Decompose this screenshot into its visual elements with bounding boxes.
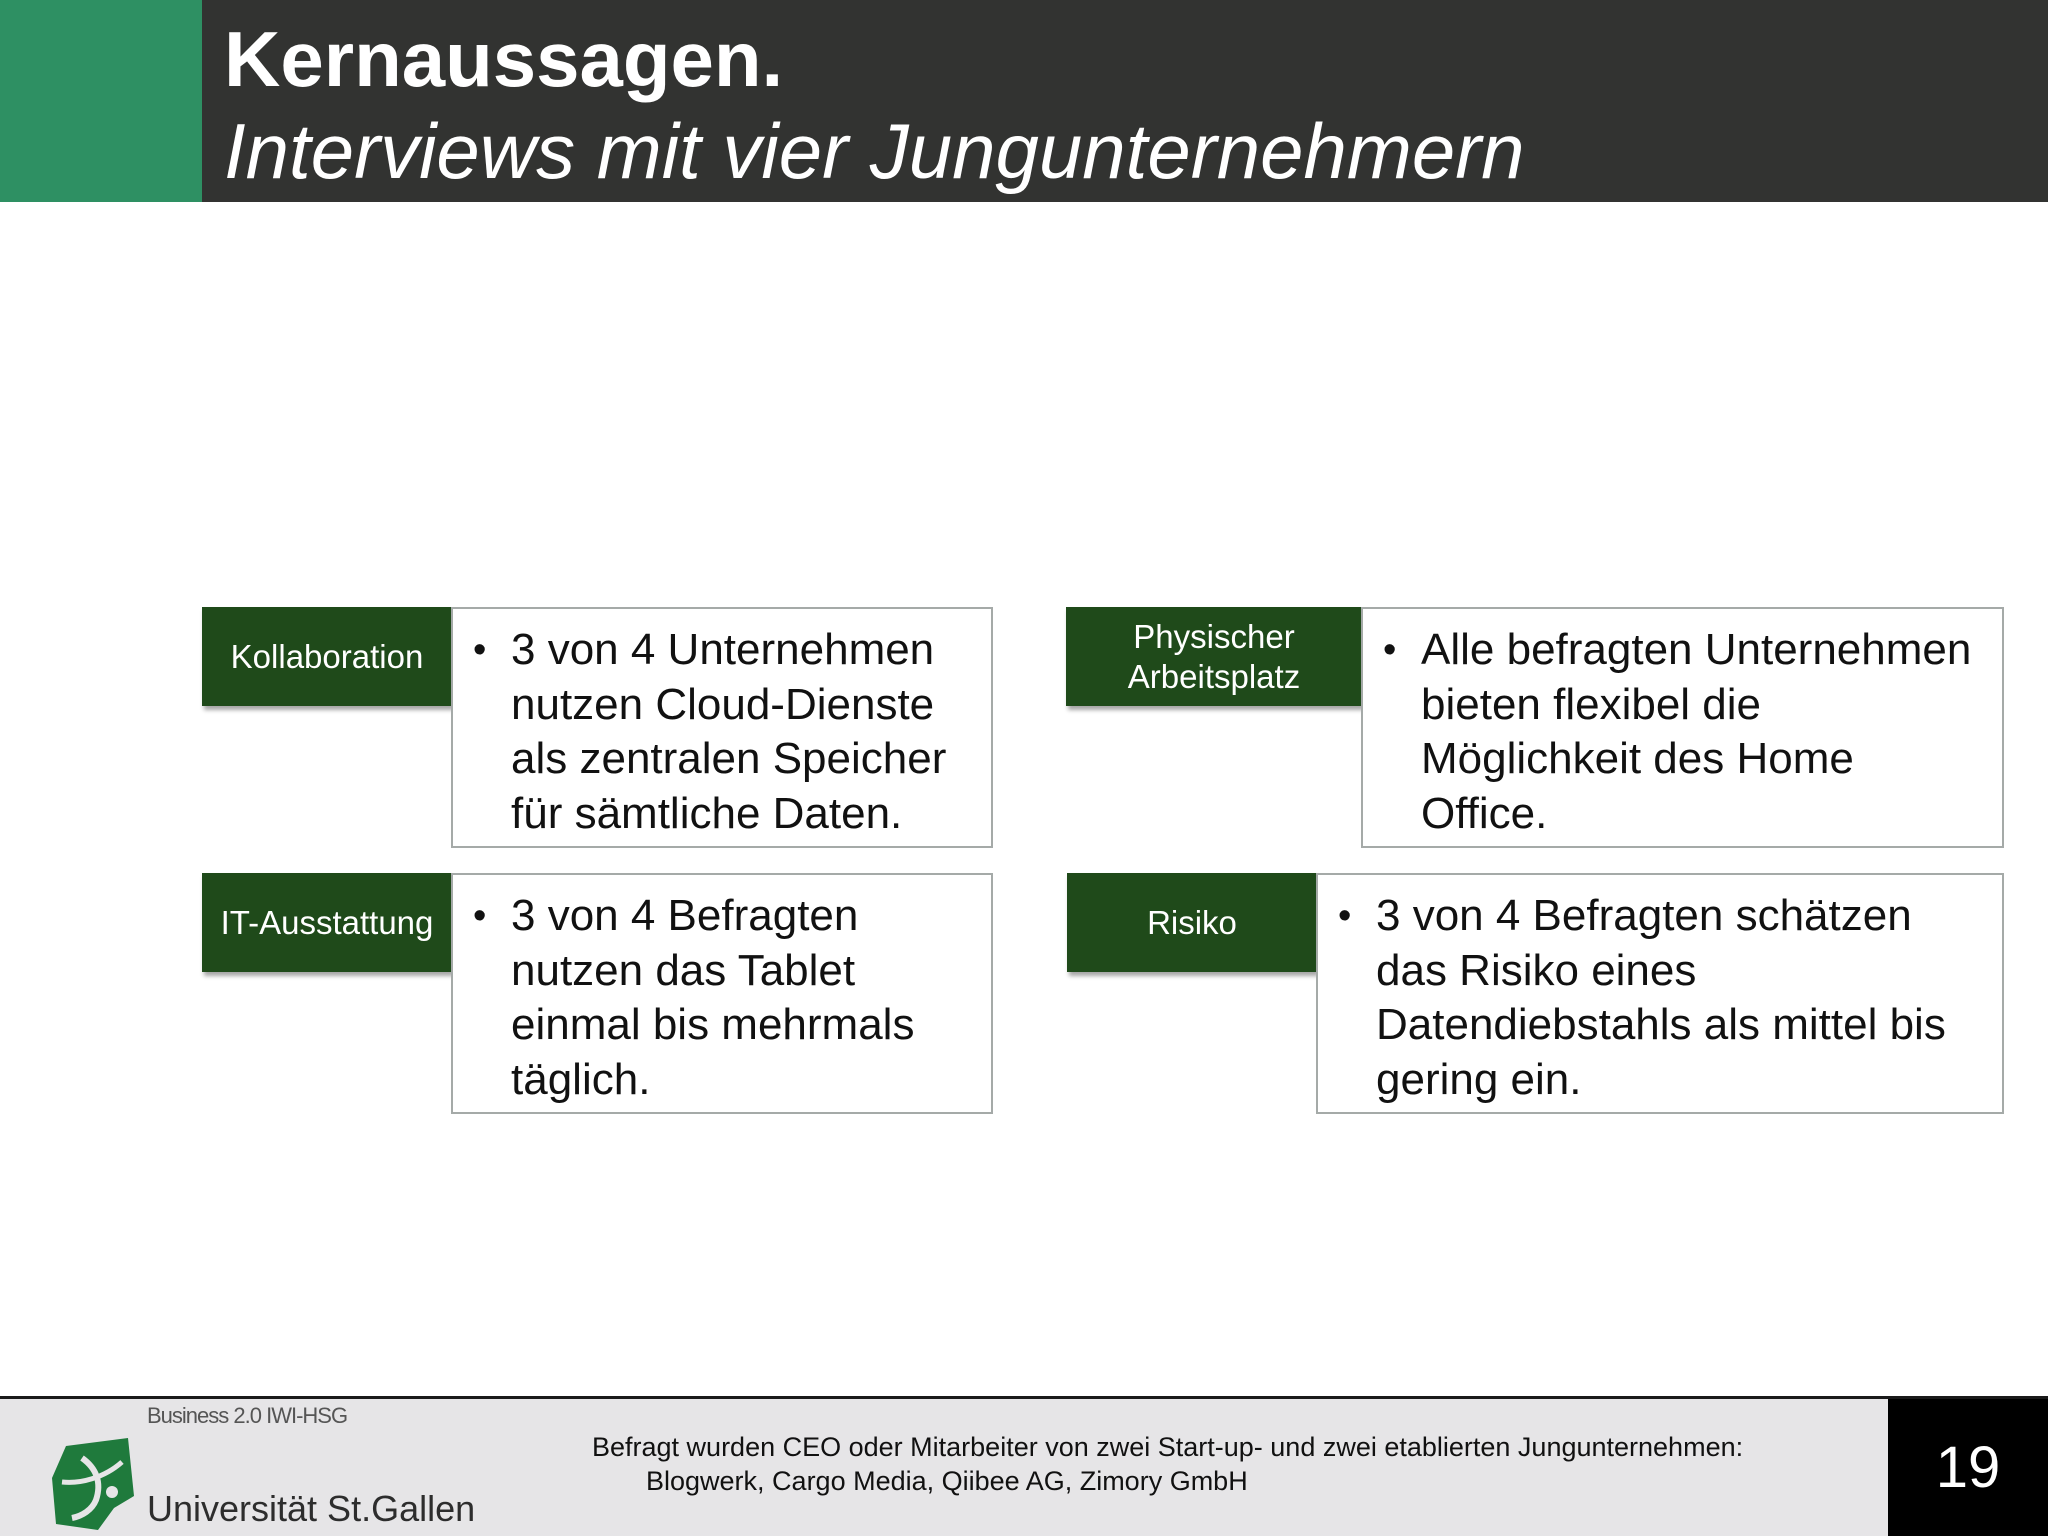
slide-title: Kernaussagen. — [224, 15, 784, 103]
footnote-line-1: Befragt wurden CEO oder Mitarbeiter von zwei Start-up- und zwei etablierten Jungunternehmen: — [592, 1432, 1744, 1462]
footnote — [592, 1430, 1743, 1498]
block-text: 3 von 4 Befragten nutzen das Tablet einmal bis mehrmals täglich. — [511, 891, 915, 1104]
block-text: 3 von 4 Unternehmen nutzen Cloud-Dienste als zentralen Speicher für sämtliche Daten. — [511, 625, 947, 838]
block-text-box — [1316, 873, 2004, 1114]
university-name: Universität St.Gallen — [147, 1488, 476, 1529]
bullet: • — [473, 629, 487, 671]
footnote-line-2: Blogwerk, Cargo Media, Qiibee AG, Zimory GmbH — [646, 1466, 1248, 1496]
block-text: 3 von 4 Befragten schätzen das Risiko eines Datendiebstahls als mittel bis gering ein. — [1376, 891, 1946, 1104]
block-label: IT-Ausstattung — [202, 873, 452, 972]
page-number: 19 — [1888, 1399, 2048, 1536]
slide-subtitle: Interviews mit vier Jungunternehmern — [224, 107, 1525, 195]
block-label: Kollaboration — [202, 607, 452, 706]
block-label: Physischer Arbeitsplatz — [1066, 607, 1362, 706]
brand-caption: Business 2.0 IWI-HSG — [147, 1403, 348, 1428]
bullet: • — [1338, 895, 1352, 937]
block-label: Risiko — [1067, 873, 1317, 972]
block-text-box — [451, 873, 993, 1114]
block-text-box — [451, 607, 993, 848]
block-text-box — [1361, 607, 2004, 848]
bullet: • — [1383, 629, 1397, 671]
block-text: Alle befragten Unternehmen bieten flexibel die Möglichkeit des Home Office. — [1421, 625, 1972, 838]
bullet: • — [473, 895, 487, 937]
hsg-logo-icon — [52, 1438, 134, 1530]
header-accent-block — [0, 0, 202, 202]
